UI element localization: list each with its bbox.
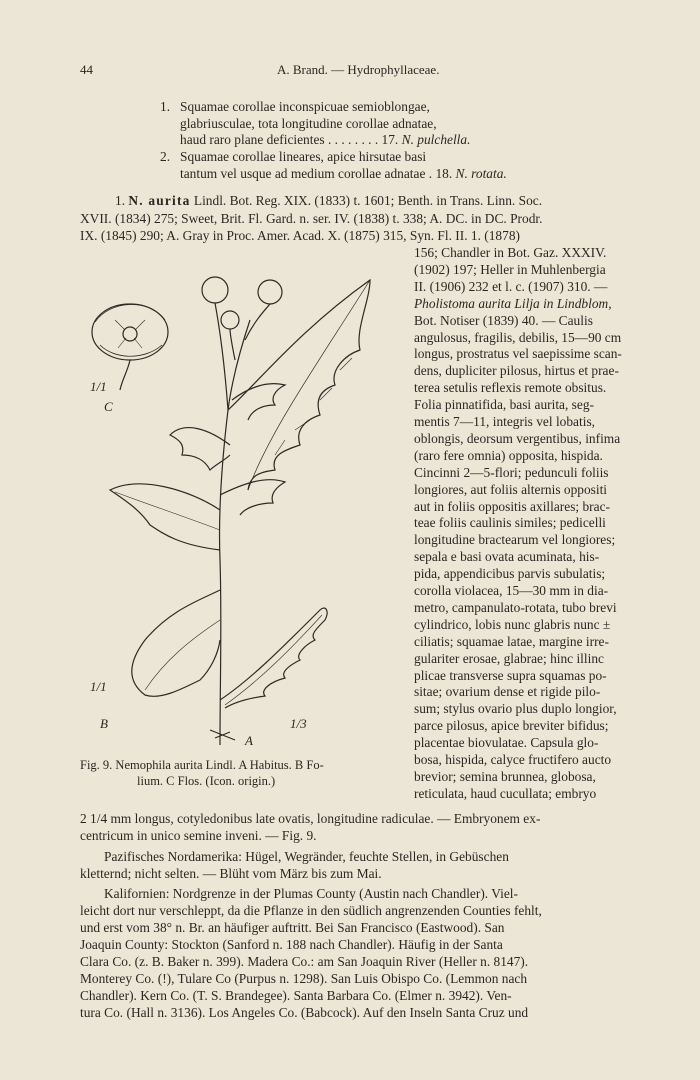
paragraph-line: Pazifisches Nordamerika: Hügel, Wegränder, feuchte Stellen, in Gebüschen: [104, 849, 509, 864]
right-column-line: placentae biovulatae. Capsula glo-: [414, 735, 599, 751]
right-column-line: cylindrico, lobis nunc glabris nunc ±: [414, 616, 611, 632]
right-column-line: sepala e basi ovata acuminata, his-: [414, 549, 600, 565]
paragraph-line: tura Co. (Hall n. 3136). Los Angeles Co. (Babcock). Auf den Inseln Santa Cruz und: [80, 1005, 529, 1020]
right-column-line: metro, campanulato-rotata, tubo brevi: [414, 599, 617, 615]
figure-caption: lium. C Flos. (Icon. origin.): [137, 774, 276, 788]
scale-label-b: 1/1: [90, 679, 107, 694]
key-number: 2.: [160, 149, 171, 164]
right-column-line: mentis 7—11, integris vel lobatis,: [414, 414, 596, 429]
right-column-line: II. (1906) 232 et l. c. (1907) 310. —: [414, 278, 608, 294]
botanical-figure: [70, 260, 400, 760]
right-column-line: longitudine bractearum vel longiores;: [414, 532, 616, 548]
right-column-line: bosa, hispida, calyce fructifero aucto: [414, 752, 612, 767]
paragraph-line: leicht dort nur verschleppt, da die Pflanze in den südlich angrenzenden Counties fehlt,: [80, 903, 542, 918]
right-column-line: sum; stylus ovario plus duplo longior,: [414, 701, 617, 717]
scale-label-c: 1/1: [90, 379, 107, 394]
key-line: Squamae corollae lineares, apice hirsutae basi: [180, 149, 427, 164]
key-taxon: N. pulchella.: [401, 132, 471, 147]
body-line: 2 1/4 mm longus, cotyledonibus late ovatis, longitudine radiculae. — Embryonem ex-: [80, 811, 541, 826]
paragraph-line: und erst vom 38° n. Br. an häufiger auftritt. Bei San Francisco (Eastwood). San: [80, 920, 505, 935]
right-column-line: Cincinni 2—5-flori; pedunculi foliis: [414, 464, 609, 480]
species-name: N. aurita: [128, 193, 191, 208]
body-line: IX. (1845) 290; A. Gray in Proc. Amer. Acad. X. (1875) 315, Syn. Fl. II. 1. (1878): [80, 228, 520, 243]
paragraph-line: Chandler). Kern Co. (T. S. Brandegee). Santa Barbara Co. (Elmer n. 3942). Ven-: [80, 988, 512, 1003]
right-column-line: angulosus, fragilis, debilis, 15—90 cm: [414, 329, 622, 345]
right-column-line: oblongis, deorsum vergentibus, infima: [414, 430, 621, 446]
right-column-line: Folia pinnatifida, basi aurita, seg-: [414, 397, 594, 413]
right-column-line: sitae; ovarium dense et rigide pilo-: [414, 684, 601, 700]
page-number: 44: [80, 62, 93, 77]
right-column-line: ciliatis; squamae latae, margine irre-: [414, 633, 609, 649]
figure-caption: Fig. 9. Nemophila aurita Lindl. A Habitus. B Fo-: [80, 758, 324, 772]
paragraph-line: Monterey Co. (!), Tulare Co (Purpus n. 1298). San Luis Obispo Co. (Lemmon nach: [80, 971, 528, 986]
right-column-line: pida, appendicibus parvis subulatis;: [414, 566, 606, 582]
scale-label-a: 1/3: [290, 716, 307, 731]
paragraph-line: Kalifornien: Nordgrenze in der Plumas County (Austin nach Chandler). Viel-: [104, 886, 518, 901]
right-column-line: gulariter erosae, glabrae; hinc illinc: [414, 650, 604, 666]
species-heading: 1. N. aurita Lindl. Bot. Reg. XIX. (1833) t. 1601; Benth. in Trans. Linn. Soc.: [115, 193, 543, 208]
figure-label-c: C: [104, 399, 113, 414]
paragraph-line: kletternd; nicht selten. — Blüht vom März bis zum Mai.: [80, 866, 382, 881]
plant-illustration: [70, 260, 400, 760]
right-column-line: dens, dupliciter pilosus, hirtus et prae-: [414, 363, 619, 379]
right-column-line: corolla violacea, 15—30 mm in dia-: [414, 583, 609, 598]
right-column-line: Pholistoma aurita Lilja in Lindblom,: [414, 295, 612, 311]
right-column-line: reticulata, haud cucullata; embryo: [414, 785, 597, 801]
key-line: tantum vel usque ad medium corollae adnatae . 18. N. rotata.: [180, 166, 507, 181]
key-line: Squamae corollae inconspicuae semioblongae,: [180, 99, 430, 114]
right-column-line: teae foliis caulinis similes; pedicelli: [414, 515, 606, 531]
right-column-line: aut in foliis oppositis axillares; brac-: [414, 498, 610, 514]
key-taxon: N. rotata.: [455, 166, 507, 181]
key-line: glabriusculae, tota longitudine corollae adnatae,: [180, 116, 437, 131]
running-title: A. Brand. — Hydrophyllaceae.: [277, 62, 440, 77]
right-column-line: terea setulis reflexis remote obsitus.: [414, 380, 607, 396]
right-column-line: (1902) 197; Heller in Muhlenbergia: [414, 261, 606, 277]
right-column-line: Bot. Notiser (1839) 40. — Caulis: [414, 312, 593, 328]
right-column-line: (raro fere omnia) opposita, hispida.: [414, 447, 603, 463]
key-number: 1.: [160, 99, 171, 114]
paragraph-line: Clara Co. (z. B. Baker n. 399). Madera Co.: am San Joaquin River (Heller n. 8147).: [80, 954, 529, 969]
right-column-line: plicae transverse supra squamas po-: [414, 667, 607, 683]
key-line: haud raro plane deficientes . . . . . . . . 17. N. pulchella.: [180, 132, 471, 147]
right-column-line: longiores, aut foliis alternis oppositi: [414, 481, 608, 497]
right-column-line: parce pilosus, apice breviter bifidus;: [414, 718, 609, 734]
right-column-line: longus, prostratus vel saepissime scan-: [414, 346, 622, 362]
right-column-line: 156; Chandler in Bot. Gaz. XXXIV.: [414, 245, 607, 260]
figure-label-b: B: [100, 716, 108, 731]
paragraph-line: Joaquin County: Stockton (Sanford n. 188 nach Chandler). Häufig in der Santa: [80, 937, 503, 952]
body-line: XVII. (1834) 275; Sweet, Brit. Fl. Gard. n. ser. IV. (1838) t. 338; A. DC. in DC. Prodr.: [80, 211, 543, 226]
body-line: centricum in unico semine inveni. — Fig. 9.: [80, 828, 317, 843]
right-column-line: brevior; semina brunnea, globosa,: [414, 768, 596, 784]
figure-label-a: A: [245, 733, 253, 748]
